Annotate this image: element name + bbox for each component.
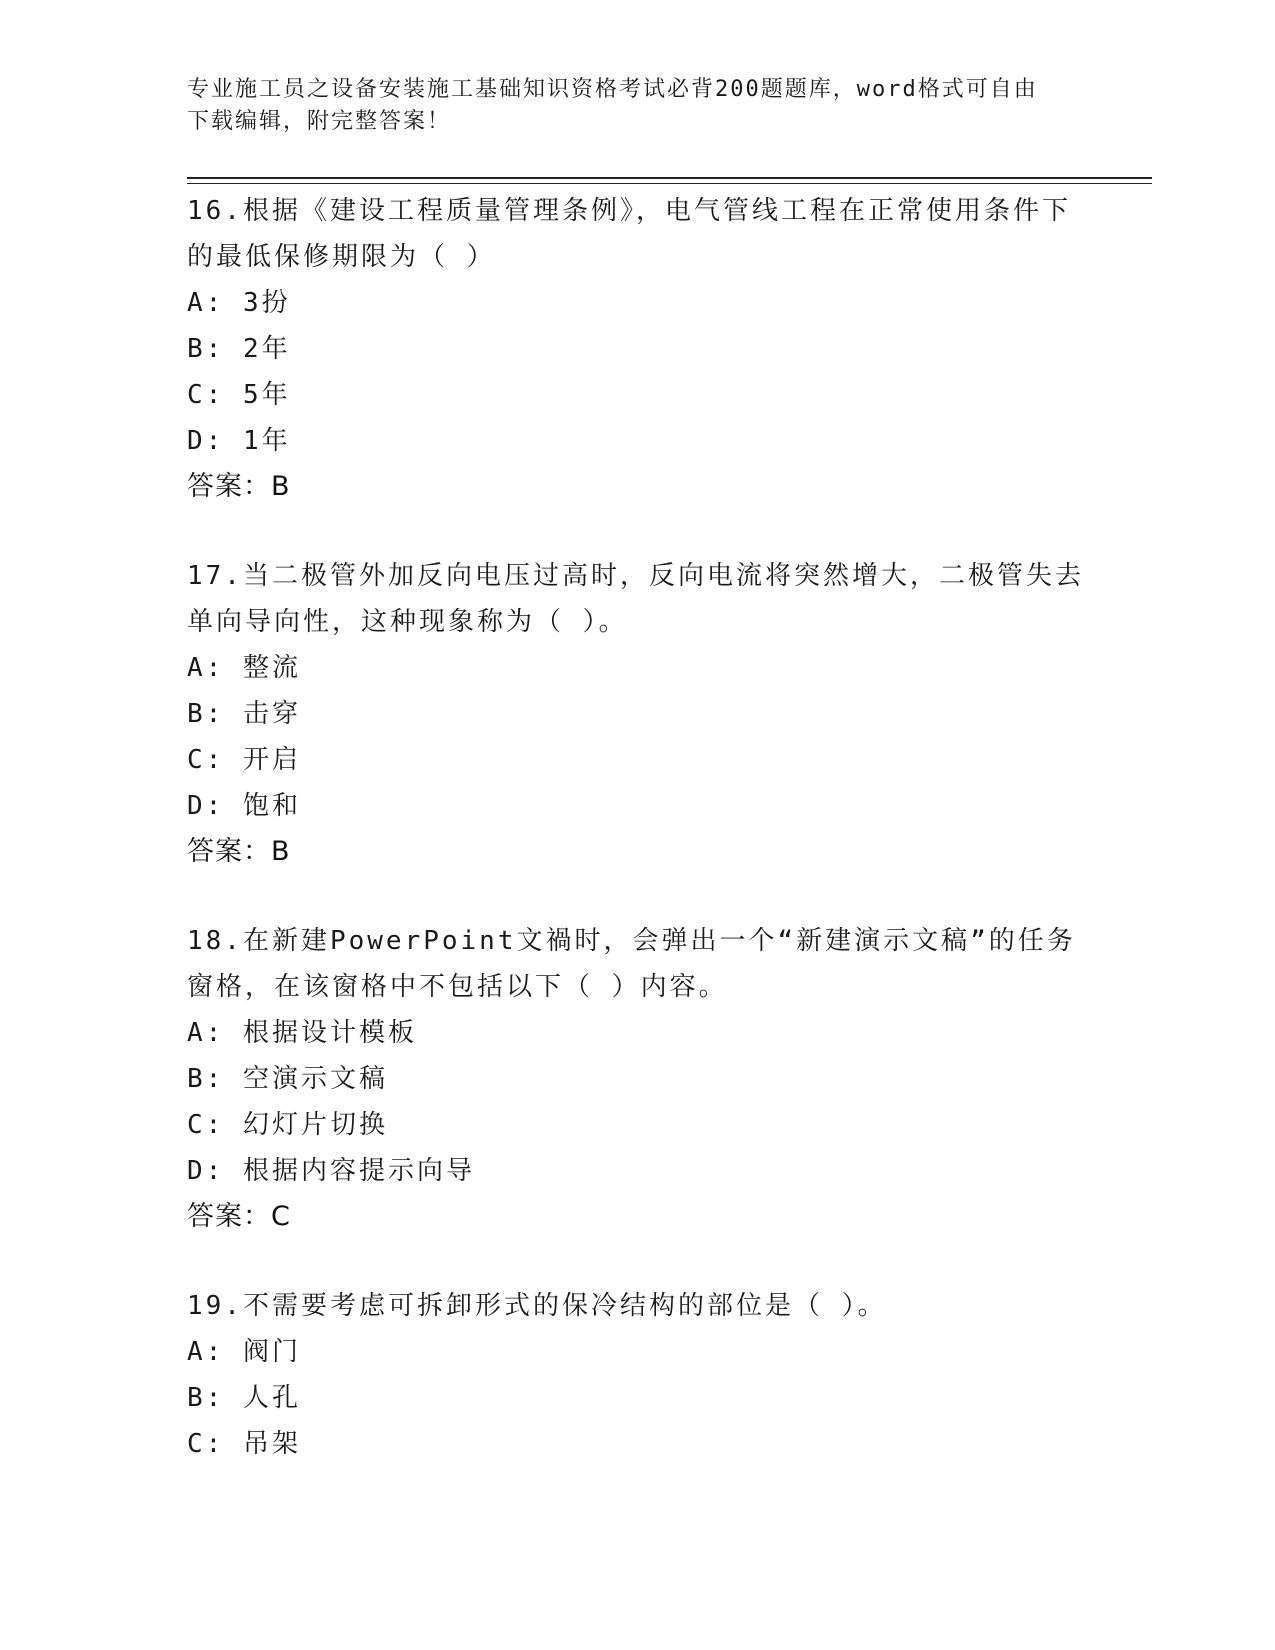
option-d: D: 根据内容提示向导	[187, 1156, 475, 1186]
option-b: B: 2年	[187, 334, 291, 364]
option-b: B: 人孔	[187, 1383, 301, 1413]
question-stem-line: 窗格，在该窗格中不包括以下（ ）内容。	[187, 972, 728, 1002]
option-a: A: 根据设计模板	[187, 1018, 417, 1048]
answer-line: 答案：B	[187, 471, 291, 502]
header-line-2: 下载编辑，附完整答案！	[187, 109, 452, 134]
question-stem-line: 18.在新建PowerPoint文禍时，会弹出一个“新建演示文稿”的任务	[187, 926, 1076, 956]
question-18	[187, 918, 1087, 1240]
option-c: C: 幻灯片切换	[187, 1110, 388, 1140]
option-a: A: 整流	[187, 653, 301, 683]
document-header	[187, 74, 1087, 138]
option-a: A: 阀门	[187, 1337, 301, 1367]
question-17	[187, 553, 1087, 875]
header-divider-top	[187, 177, 1152, 179]
question-stem-line: 单向导向性，这种现象称为（ ）。	[187, 607, 628, 637]
answer-line: 答案：C	[187, 1201, 291, 1232]
option-d: D: 1年	[187, 426, 291, 456]
answer-line: 答案：B	[187, 836, 291, 867]
question-16	[187, 188, 1087, 510]
question-stem-line: 的最低保修期限为（ ）	[187, 242, 496, 272]
option-b: B: 空演示文稿	[187, 1064, 388, 1094]
option-c: C: 吊架	[187, 1429, 301, 1459]
option-d: D: 饱和	[187, 791, 301, 821]
option-b: B: 击穿	[187, 699, 301, 729]
option-a: A: 3扮	[187, 288, 291, 318]
question-stem-line: 16.根据《建设工程质量管理条例》，电气管线工程在正常使用条件下	[187, 196, 1071, 226]
question-stem-line: 19.不需要考虑可拆卸形式的保冷结构的部位是（ ）。	[187, 1291, 887, 1321]
option-c: C: 开启	[187, 745, 301, 775]
header-line-1: 专业施工员之设备安装施工基础知识资格考试必背200题题库，word格式可自由	[187, 77, 1038, 102]
option-c: C: 5年	[187, 380, 291, 410]
question-19	[187, 1283, 1087, 1467]
question-stem-line: 17.当二极管外加反向电压过高时，反向电流将突然增大，二极管失去	[187, 561, 1084, 591]
header-divider-bottom	[187, 183, 1152, 184]
